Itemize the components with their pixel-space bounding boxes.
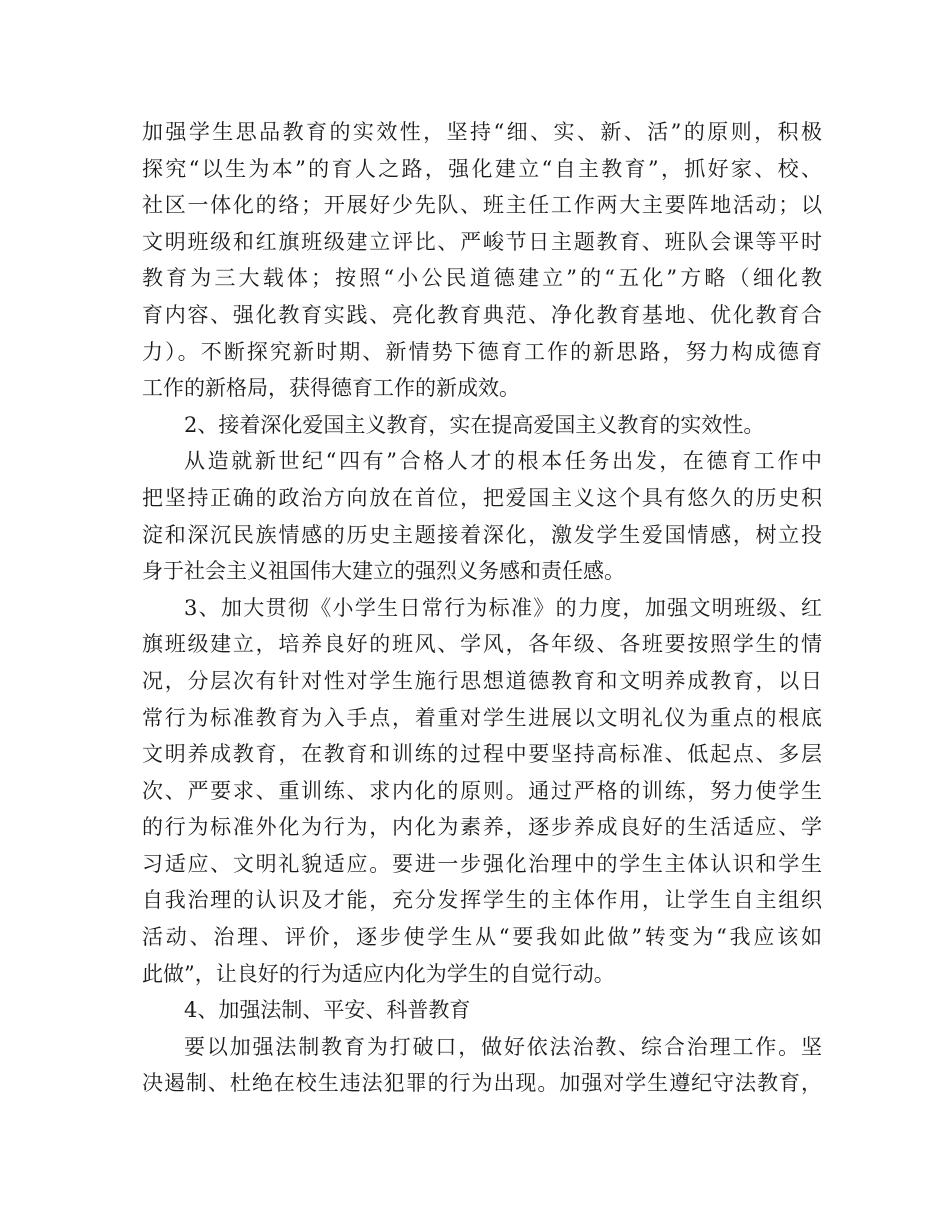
text-line: 社区一体化的络；开展好少先队、班主任工作两大主要阵地活动；以	[142, 193, 822, 218]
text-line: 育内容、强化教育实践、亮化教育典范、净化教育基地、优化教育合	[142, 302, 822, 327]
text-line: 活动、治理、评价，逐步使学生从“要我如此做”转变为“我应该如	[142, 925, 822, 950]
text-line: 2、接着深化爱国主义教育，实在提高爱国主义教育的实效性。	[184, 412, 765, 437]
text-line: 淀和深沉民族情感的历史主题接着深化，激发学生爱国情感，树立投	[142, 522, 822, 547]
text-line: 教育为三大载体；按照“小公民道德建立”的“五化”方略（细化教	[142, 266, 822, 291]
text-line: 把坚持正确的政治方向放在首位，把爱国主义这个具有悠久的历史积	[142, 485, 822, 510]
text-line: 4、加强法制、平安、科普教育	[184, 998, 471, 1023]
text-line: 文明养成教育，在教育和训练的过程中要坚持高标准、低起点、多层	[142, 742, 822, 767]
text-line: 决遏制、杜绝在校生违法犯罪的行为出现。加强对学生遵纪守法教育，	[142, 1071, 822, 1096]
text-line: 此做”，让良好的行为适应内化为学生的自觉行动。	[142, 961, 615, 986]
text-line: 工作的新格局，获得德育工作的新成效。	[142, 376, 520, 401]
text-line: 习适应、文明礼貌适应。要进一步强化治理中的学生主体认识和学生	[142, 851, 822, 876]
text-line: 身于社会主义祖国伟大建立的强烈义务感和责任感。	[142, 559, 625, 584]
text-line: 探究“以生为本”的育人之路，强化建立“自主教育”，抓好家、校、	[142, 156, 822, 181]
text-line: 况，分层次有针对性对学生施行思想道德教育和文明养成教育，以日	[142, 668, 822, 693]
text-line: 自我治理的认识及才能，充分发挥学生的主体作用，让学生自主组织	[142, 888, 822, 913]
text-line: 文明班级和红旗班级建立评比、严峻节日主题教育、班队会课等平时	[142, 229, 822, 254]
text-line: 的行为标准外化为行为，内化为素养，逐步养成良好的生活适应、学	[142, 815, 822, 840]
text-line: 次、严要求、重训练、求内化的原则。通过严格的训练，努力使学生	[142, 778, 822, 803]
text-line: 旗班级建立，培养良好的班风、学风，各年级、各班要按照学生的情	[142, 632, 822, 657]
text-line: 从造就新世纪“四有”合格人才的根本任务出发，在德育工作中	[184, 449, 822, 474]
text-line: 加强学生思品教育的实效性，坚持“细、实、新、活”的原则，积极	[142, 120, 822, 144]
text-line: 3、加大贯彻《小学生日常行为标准》的力度，加强文明班级、红	[184, 595, 822, 620]
text-line: 常行为标准教育为入手点，着重对学生进展以文明礼仪为重点的根底	[142, 705, 822, 730]
text-line: 要以加强法制教育为打破口，做好依法治教、综合治理工作。坚	[184, 1034, 822, 1059]
document-body	[142, 114, 822, 1102]
text-line: 力）。不断探究新时期、新情势下德育工作的新思路，努力构成德育	[142, 339, 822, 364]
